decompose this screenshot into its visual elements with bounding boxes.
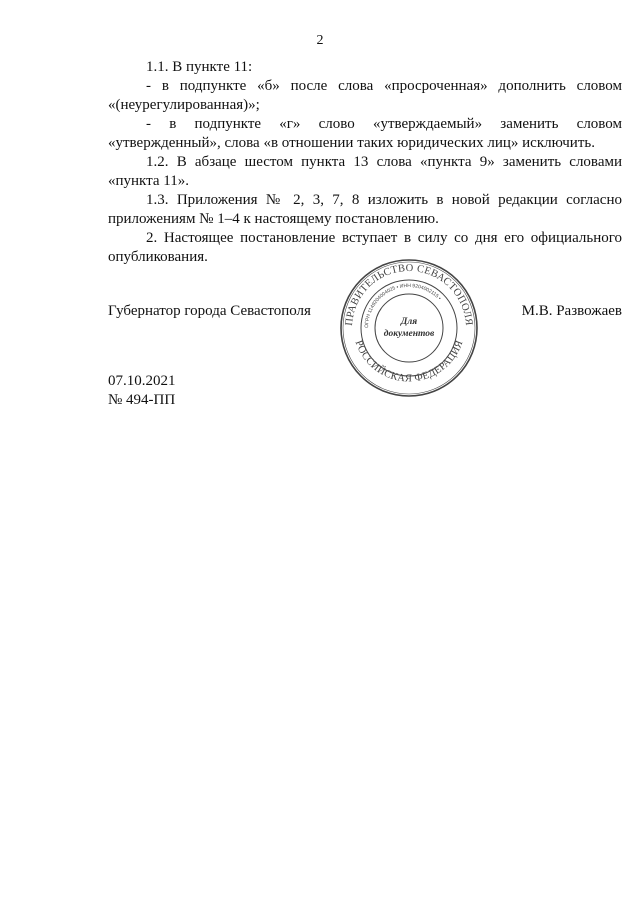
document-number: № 494-ПП: [108, 392, 176, 408]
official-seal: [339, 258, 479, 398]
paragraph-item-g: - в подпункте «г» слово «утверждаемый» заменить словом «утвержденный», слова «в отношении таких юридических лиц» исключить.: [108, 116, 622, 151]
seal-center-line-2: документов: [383, 329, 435, 339]
document-body: [108, 58, 622, 267]
seal-registry-text: ОГРН 1149204004025 • ИНН 9204002115 •: [363, 282, 443, 329]
signatory-name: М.В. Развожаев: [521, 303, 622, 319]
seal-top-text: ПРАВИТЕЛЬСТВО СЕВАСТОПОЛЯ: [343, 262, 475, 327]
paragraph-1-2: 1.2. В абзаце шестом пункта 13 слова «пункта 9» заменить словами «пункта 11».: [108, 154, 622, 189]
document-date: 07.10.2021: [108, 373, 176, 389]
signatory-title: Губернатор города Севастополя: [108, 303, 311, 319]
seal-center-line-1: Для: [400, 317, 418, 327]
paragraph-1-3: 1.3. Приложения № 2, 3, 7, 8 изложить в новой редакции согласно приложениям № 1–4 к настоящему постановлению.: [108, 192, 622, 227]
seal-bottom-text: РОССИЙСКАЯ ФЕДЕРАЦИЯ: [352, 338, 466, 385]
paragraph-2: 2. Настоящее постановление вступает в силу со дня его официального опубликования.: [108, 230, 622, 265]
paragraph-1-1: 1.1. В пункте 11:: [146, 59, 253, 75]
page-number: 2: [316, 33, 324, 48]
paragraph-item-b: - в подпункте «б» после слова «просроченная» дополнить словом «(неурегулированная)»;: [108, 78, 622, 113]
